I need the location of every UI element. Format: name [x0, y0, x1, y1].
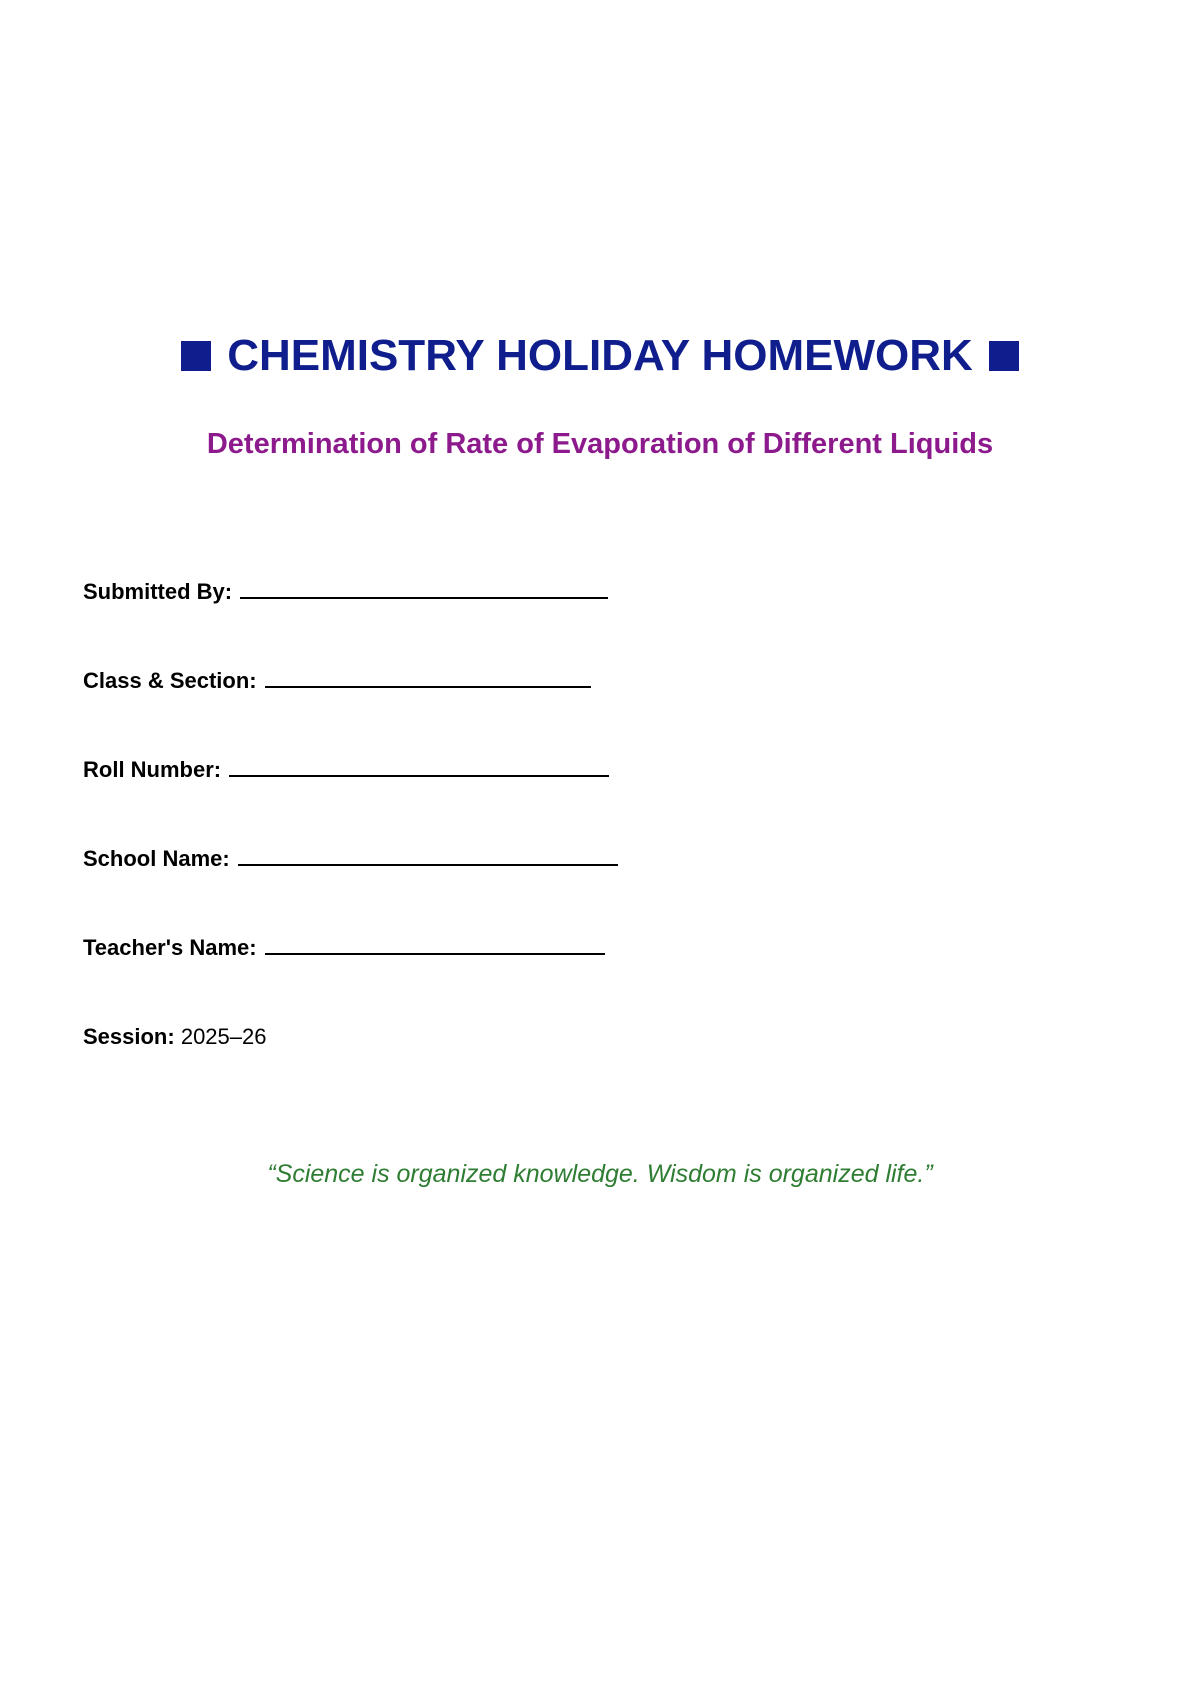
class-section-label: Class & Section: — [83, 668, 257, 693]
page-title — [0, 330, 1200, 382]
black-square-icon — [989, 341, 1019, 371]
teachers-name-label: Teacher's Name: — [83, 935, 257, 960]
session-value: 2025–26 — [180, 1024, 267, 1049]
teachers-name-field — [83, 934, 605, 962]
school-name-blank[interactable] — [238, 846, 618, 866]
black-square-icon — [181, 341, 211, 371]
class-section-field — [83, 667, 591, 695]
school-name-label: School Name: — [83, 846, 230, 871]
submitted-by-label: Submitted By: — [83, 579, 233, 604]
school-name-field — [83, 845, 618, 873]
submitted-by-field — [83, 578, 608, 606]
roll-number-field — [83, 756, 609, 784]
quote: “Science is organized knowledge. Wisdom is organized life.” — [267, 1160, 933, 1188]
session-field — [83, 1023, 266, 1051]
page-subtitle: Determination of Rate of Evaporation of Different Liquids — [206, 428, 994, 460]
session-label: Session: — [83, 1024, 175, 1049]
page-title-text: CHEMISTRY HOLIDAY HOMEWORK — [227, 331, 973, 380]
submitted-by-blank[interactable] — [240, 579, 608, 599]
class-section-blank[interactable] — [265, 668, 591, 688]
roll-number-label: Roll Number: — [83, 757, 222, 782]
teachers-name-blank[interactable] — [265, 935, 605, 955]
roll-number-blank[interactable] — [229, 757, 609, 777]
